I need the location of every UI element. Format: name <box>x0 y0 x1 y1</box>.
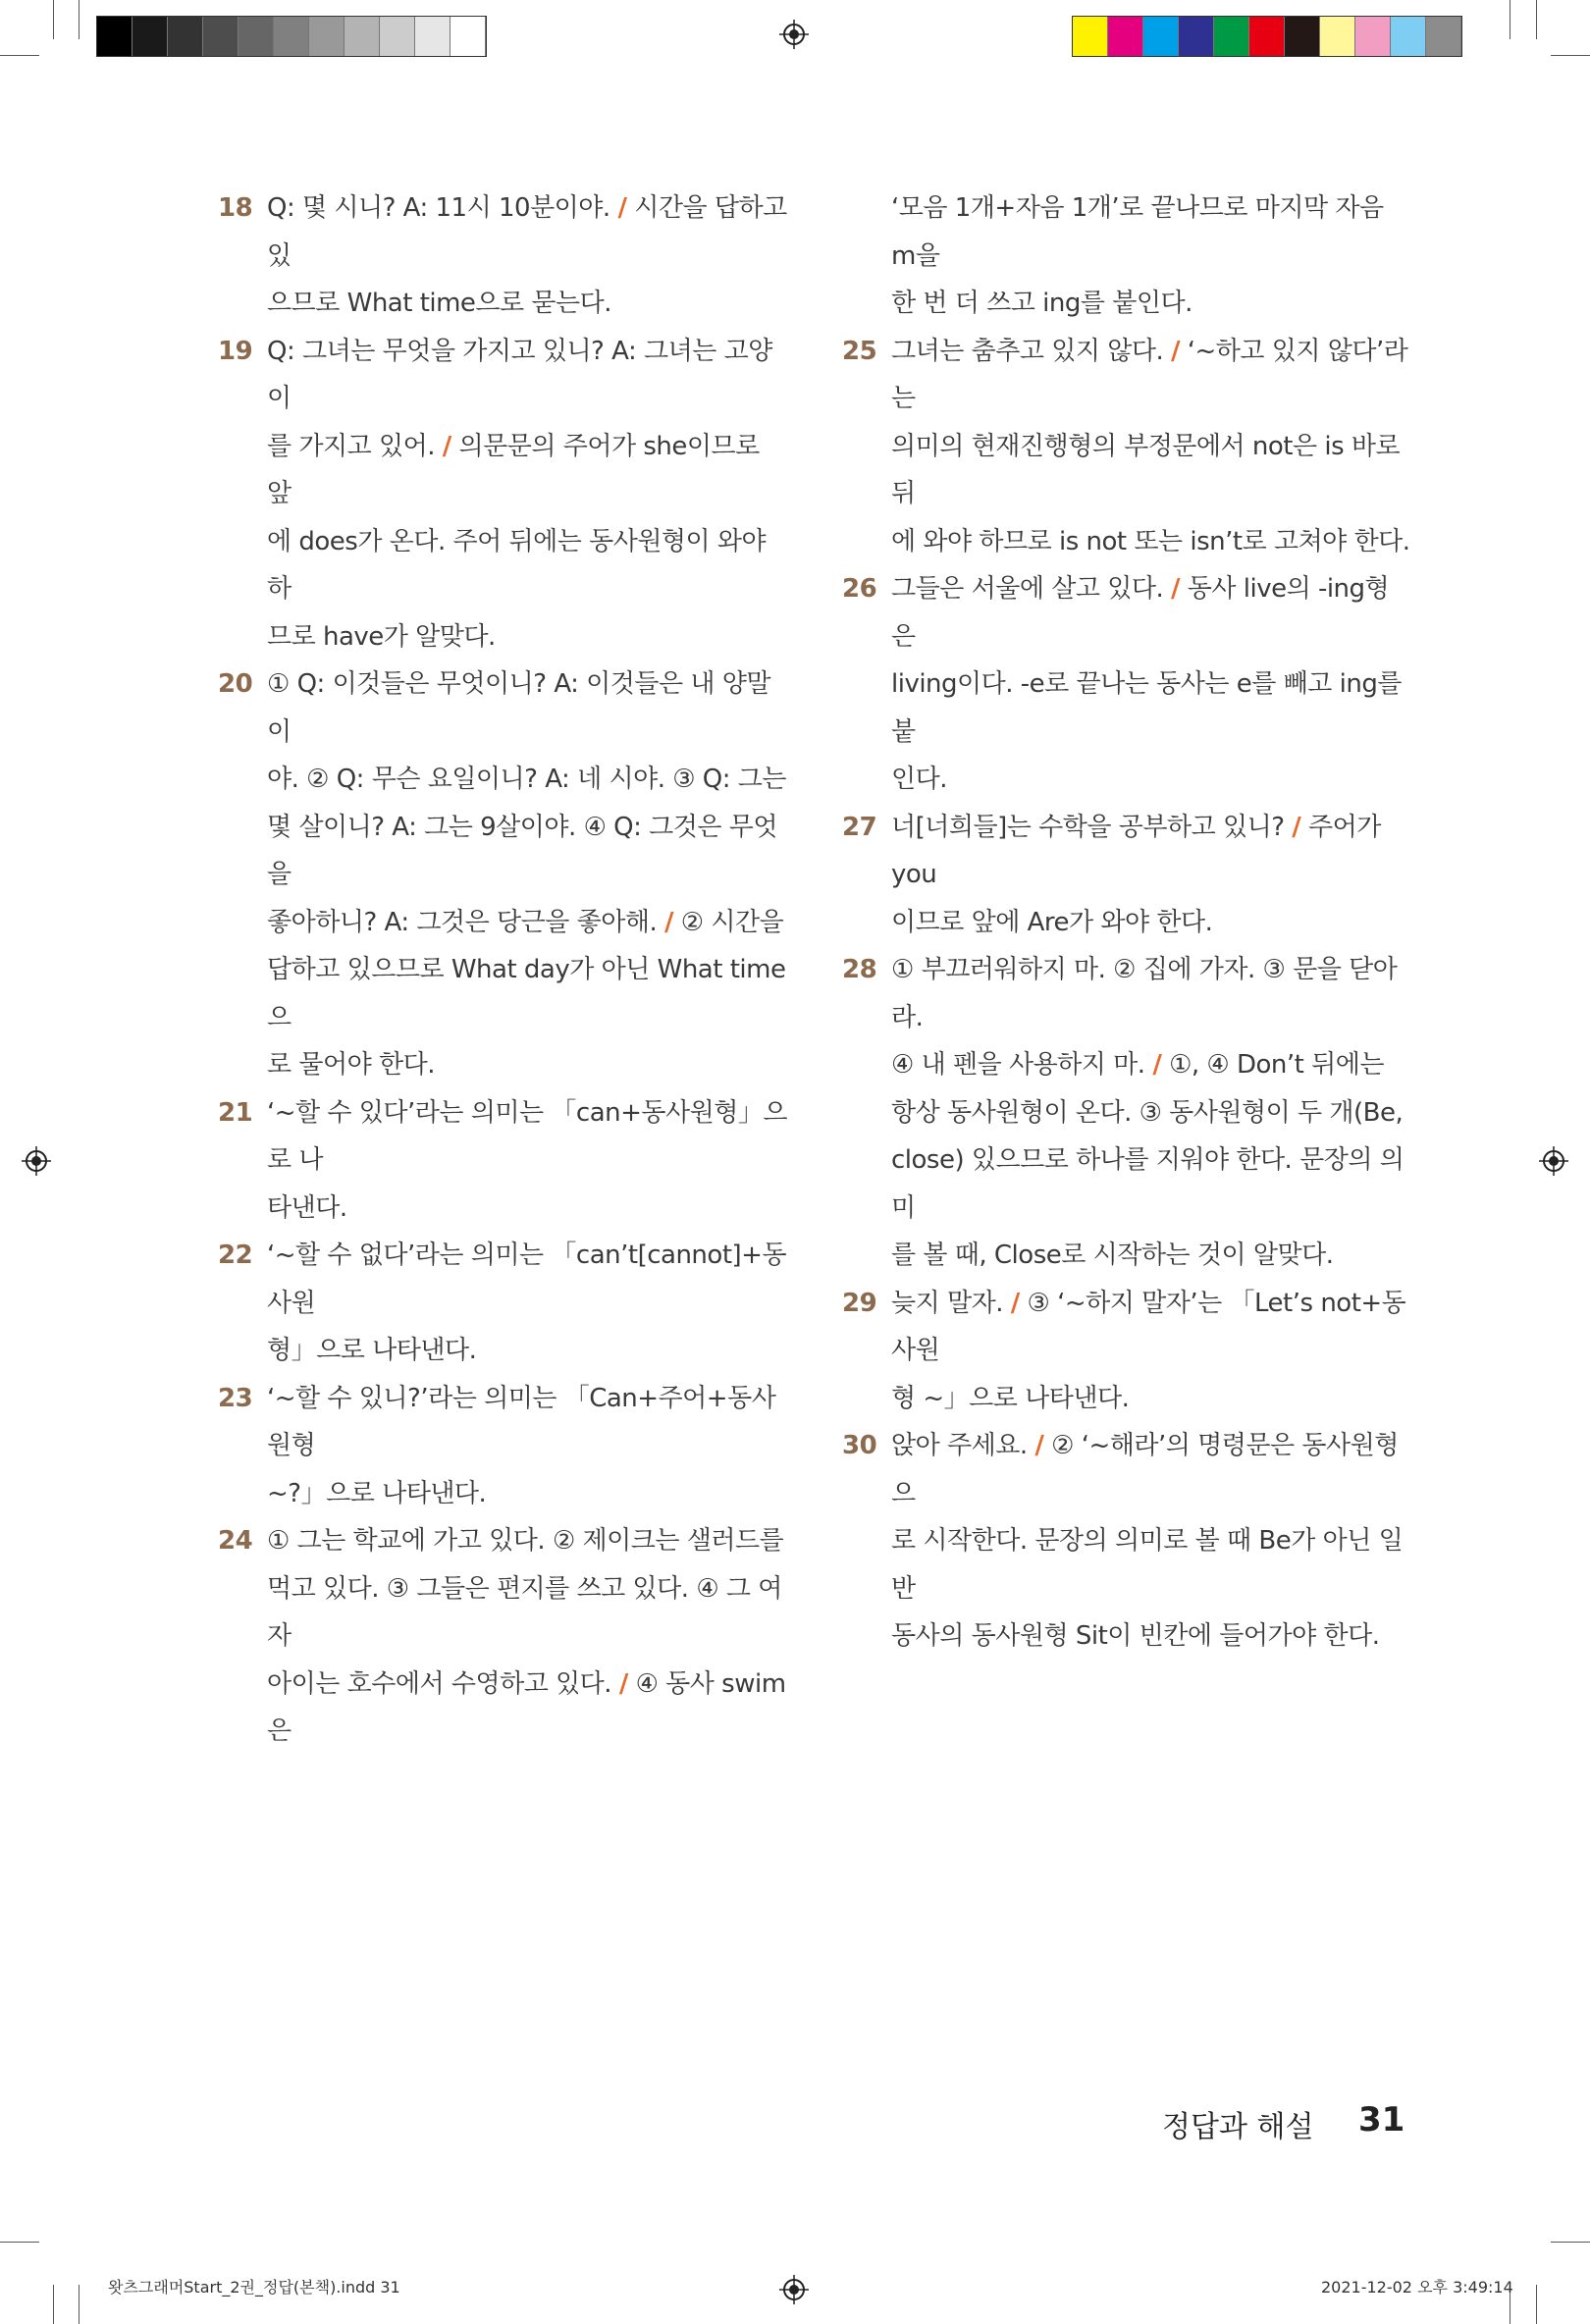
answer-item-19: 19 Q: 그녀는 무엇을 가지고 있니? A: 그녀는 고양이 를 가지고 있어. / 의문문의 주어가 she이므로 앞 에 does가 온다. 주어 뒤에는 동사원형이 와야 하 므로 have가 알맞다. <box>218 328 787 661</box>
color-swatch <box>1108 17 1143 56</box>
color-swatch <box>1426 17 1461 56</box>
color-swatch <box>1143 17 1179 56</box>
color-swatch <box>1391 17 1426 56</box>
answer-item-24: 24 ① 그는 학교에 가고 있다. ② 제이크는 샐러드를 먹고 있다. ③ 그들은 편지를 쓰고 있다. ④ 그 여자 아이는 호수에서 수영하고 있다. / ④ 동사 swim은 <box>218 1517 787 1756</box>
color-swatch <box>132 17 168 56</box>
answer-number: 29 <box>842 1288 877 1318</box>
color-swatch <box>168 17 203 56</box>
answer-item-18: 18 Q: 몇 시니? A: 11시 10분이야. / 시간을 답하고 있 으므로 What time으로 묻는다. <box>218 185 787 328</box>
slug-timestamp: 2021-12-02 오후 3:49:14 <box>1321 2278 1513 2297</box>
color-swatch <box>1179 17 1214 56</box>
color-swatch <box>415 17 450 56</box>
registration-mark-icon <box>779 2275 809 2304</box>
answer-number: 19 <box>218 336 253 366</box>
crop-mark <box>1536 0 1537 39</box>
answer-number: 25 <box>842 336 877 366</box>
color-swatch <box>1249 17 1285 56</box>
left-answer-column <box>218 185 787 1756</box>
answer-item-21: 21 ‘~할 수 있다’라는 의미는 「can+동사원형」으로 나 타낸다. <box>218 1089 787 1233</box>
color-swatch <box>203 17 238 56</box>
color-swatch <box>1073 17 1108 56</box>
answer-item-30: 30 앉아 주세요. / ② ‘~해라’의 명령문은 동사원형으 로 시작한다. 문장의 의미로 볼 때 Be가 아닌 일반 동사의 동사원형 Sit이 빈칸에 들어가야 한다. <box>842 1422 1411 1661</box>
answer-item-27: 27 너[너희들]는 수학을 공부하고 있니? / 주어가 you 이므로 앞에 Are가 와야 한다. <box>842 804 1411 947</box>
slug-filename: 왓츠그래머Start_2권_정답(본책).indd 31 <box>108 2278 400 2297</box>
page-number: 31 <box>1358 2100 1405 2139</box>
answer-item-26: 26 그들은 서울에 살고 있다. / 동사 live의 -ing형은 living이다. -e로 끝나는 동사는 e를 빼고 ing를 붙 인다. <box>842 565 1411 804</box>
color-swatch <box>1320 17 1355 56</box>
crop-mark <box>1536 2285 1537 2324</box>
answer-item-22: 22 ‘~할 수 없다’라는 의미는 「can’t[cannot]+동사원 형」으로 나타낸다. <box>218 1232 787 1375</box>
answer-item-28: 28 ① 부끄러워하지 마. ② 집에 가자. ③ 문을 닫아라. ④ 내 펜을 사용하지 마. / ①, ④ Don’t 뒤에는 항상 동사원형이 온다. ③ 동사원형이 두 개(Be, close) 있으므로 하나를 지워야 한다. 문장의 의미 를 볼 때, Close로 시작하는 것이 알맞다. <box>842 946 1411 1280</box>
answer-number: 24 <box>218 1526 253 1556</box>
color-swatch <box>1285 17 1320 56</box>
right-answer-column <box>842 185 1411 1661</box>
color-swatch <box>344 17 380 56</box>
footer-section-title: 정답과 해설 <box>1162 2110 1314 2144</box>
color-swatch <box>309 17 344 56</box>
registration-mark-icon <box>22 1146 51 1176</box>
answer-number: 28 <box>842 955 877 984</box>
answer-number: 26 <box>842 574 877 604</box>
answer-item-20: 20 ① Q: 이것들은 무엇이니? A: 이것들은 내 양말이 야. ② Q: 무슨 요일이니? A: 네 시야. ③ Q: 그는 몇 살이니? A: 그는 9살이야. ④ Q: 그것은 무엇을 좋아하니? A: 그것은 당근을 좋아해. / ② 시간을 답하고 있으므로 What day가 아닌 What time으 로 물어야 한다. <box>218 660 787 1089</box>
crop-mark <box>0 2242 39 2243</box>
answer-number: 21 <box>218 1097 253 1128</box>
grayscale-color-bar <box>96 16 487 57</box>
color-swatch <box>238 17 274 56</box>
answer-number: 23 <box>218 1383 253 1413</box>
color-swatch <box>450 17 486 56</box>
registration-mark-icon <box>779 20 809 49</box>
color-swatch <box>97 17 132 56</box>
crop-mark <box>1551 2242 1590 2243</box>
process-color-bar <box>1072 16 1462 57</box>
registration-mark-icon <box>1539 1146 1568 1176</box>
answer-item-24-continuation: ‘모음 1개+자음 1개’로 끝나므로 마지막 자음 m을 한 번 더 쓰고 ing를 붙인다. <box>891 193 1384 318</box>
answer-item-25: 25 그녀는 춤추고 있지 않다. / ‘~하고 있지 않다’라는 의미의 현재진행형의 부정문에서 not은 is 바로 뒤 에 와야 하므로 is not 또는 isn’t로 고쳐야 한다. <box>842 328 1411 566</box>
answer-item-29: 29 늦지 말자. / ③ ‘~하지 말자’는 「Let’s not+동사원 형 ~」으로 나타낸다. <box>842 1280 1411 1423</box>
crop-mark <box>79 2285 80 2324</box>
answer-number: 30 <box>842 1431 877 1460</box>
answer-number: 18 <box>218 193 253 223</box>
crop-mark <box>1551 55 1590 56</box>
color-swatch <box>1214 17 1249 56</box>
crop-mark <box>79 0 80 39</box>
answer-number: 22 <box>218 1241 253 1270</box>
color-swatch <box>380 17 415 56</box>
crop-mark <box>53 0 54 39</box>
answer-item-23: 23 ‘~할 수 있니?’라는 의미는 「Can+주어+동사원형 ~?」으로 나타낸다. <box>218 1375 787 1518</box>
crop-mark <box>53 2285 54 2324</box>
color-swatch <box>274 17 309 56</box>
color-swatch <box>1355 17 1391 56</box>
answer-number: 27 <box>842 812 877 842</box>
answer-number: 20 <box>218 669 253 699</box>
crop-mark <box>0 55 39 56</box>
